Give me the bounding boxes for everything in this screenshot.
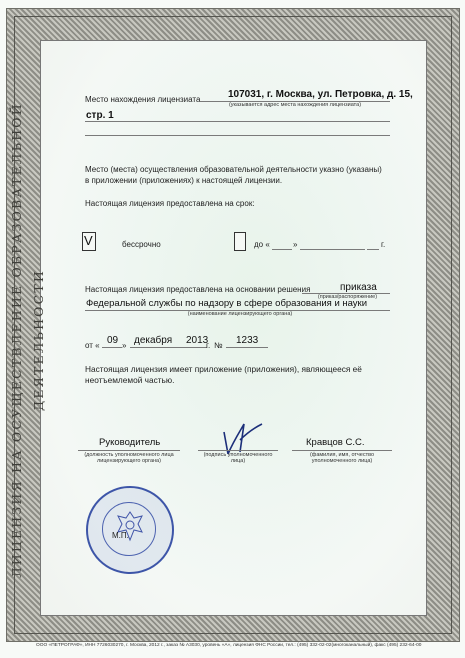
decision-caption: (приказ/распоряжение) bbox=[317, 294, 378, 300]
signature-caption: (подпись уполномоченного лица) bbox=[203, 452, 273, 464]
until-day-rule bbox=[272, 249, 292, 250]
day-suffix: » bbox=[122, 341, 127, 350]
location-rule-3 bbox=[85, 135, 390, 136]
name-caption: (фамилия, имя, отчество уполномоченного лица) bbox=[309, 452, 375, 464]
location-value-line2: стр. 1 bbox=[86, 110, 114, 121]
until-month-rule bbox=[300, 249, 365, 250]
year-suffix: г. bbox=[206, 341, 211, 350]
location-rule-2 bbox=[85, 121, 390, 122]
month-rule bbox=[130, 347, 185, 348]
location-caption: (указывается адрес места нахождения лицензиата) bbox=[228, 102, 362, 108]
decision-year: 2013 bbox=[186, 335, 209, 346]
appendix-note-line2: неотъемлемой частью. bbox=[85, 375, 175, 385]
until-label: до « bbox=[254, 240, 270, 249]
until-year-rule bbox=[367, 249, 379, 250]
official-seal bbox=[86, 486, 174, 574]
indefinite-checkbox bbox=[82, 232, 96, 251]
year-rule bbox=[185, 347, 207, 348]
number-rule bbox=[226, 347, 268, 348]
signatory-position: Руководитель bbox=[99, 437, 161, 448]
indefinite-label: бессрочно bbox=[122, 240, 161, 249]
position-rule bbox=[78, 450, 180, 451]
signature-rule bbox=[198, 450, 278, 451]
side-title: ЛИЦЕНЗИЯ НА ОСУЩЕСТВЛЕНИЕ ОБРАЗОВАТЕЛЬНОЙ ДЕЯТЕЛЬНОСТИ bbox=[9, 102, 46, 578]
activity-places-line1: Место (места) осуществления образовательной деятельности указно (указаны) bbox=[85, 165, 382, 174]
location-label: Место нахождения лицензиата bbox=[85, 95, 201, 104]
date-prefix: от « bbox=[85, 341, 100, 350]
decision-day: 09 bbox=[107, 335, 119, 346]
decision-number: 1233 bbox=[236, 335, 259, 346]
authority-name: Федеральной службы по надзору в сфере образования и науки bbox=[86, 298, 368, 309]
term-label: Настоящая лицензия предоставлена на срок: bbox=[85, 199, 255, 208]
signatory-name: Кравцов С.С. bbox=[306, 437, 365, 448]
printer-footer: ООО «ПЕТРОГРАФ», ИНН 7726030270, г. Москва, 2012 г., заказ № А3030, уровень «А», лицензия ФНС России, тел.: (495) 332-02-02(многоканальный), факс (495) 232-64-00 bbox=[36, 643, 422, 648]
until-year-suffix: г. bbox=[381, 240, 386, 249]
until-quote-close: » bbox=[293, 240, 298, 249]
number-label: № bbox=[214, 341, 223, 350]
activity-places-line2: в приложении (приложениях) к настоящей лицензии. bbox=[85, 176, 283, 185]
appendix-note-line1: Настоящая лицензия имеет приложение (приложения), являющееся её bbox=[85, 364, 362, 374]
decision-type: приказа bbox=[340, 282, 377, 293]
location-value-line1: 107031, г. Москва, ул. Петровка, д. 15, bbox=[228, 89, 413, 100]
decision-month: декабря bbox=[134, 335, 173, 346]
basis-label: Настоящая лицензия предоставлена на основании решения bbox=[85, 285, 311, 294]
name-rule bbox=[292, 450, 392, 451]
check-mark: V bbox=[84, 233, 93, 248]
until-checkbox bbox=[234, 232, 246, 251]
authority-caption: (наименование лицензирующего органа) bbox=[187, 311, 293, 317]
position-caption: (должность уполномоченного лица лицензирующего органа) bbox=[84, 452, 174, 464]
stamp-label: М.П. bbox=[112, 531, 129, 540]
day-rule bbox=[102, 347, 122, 348]
